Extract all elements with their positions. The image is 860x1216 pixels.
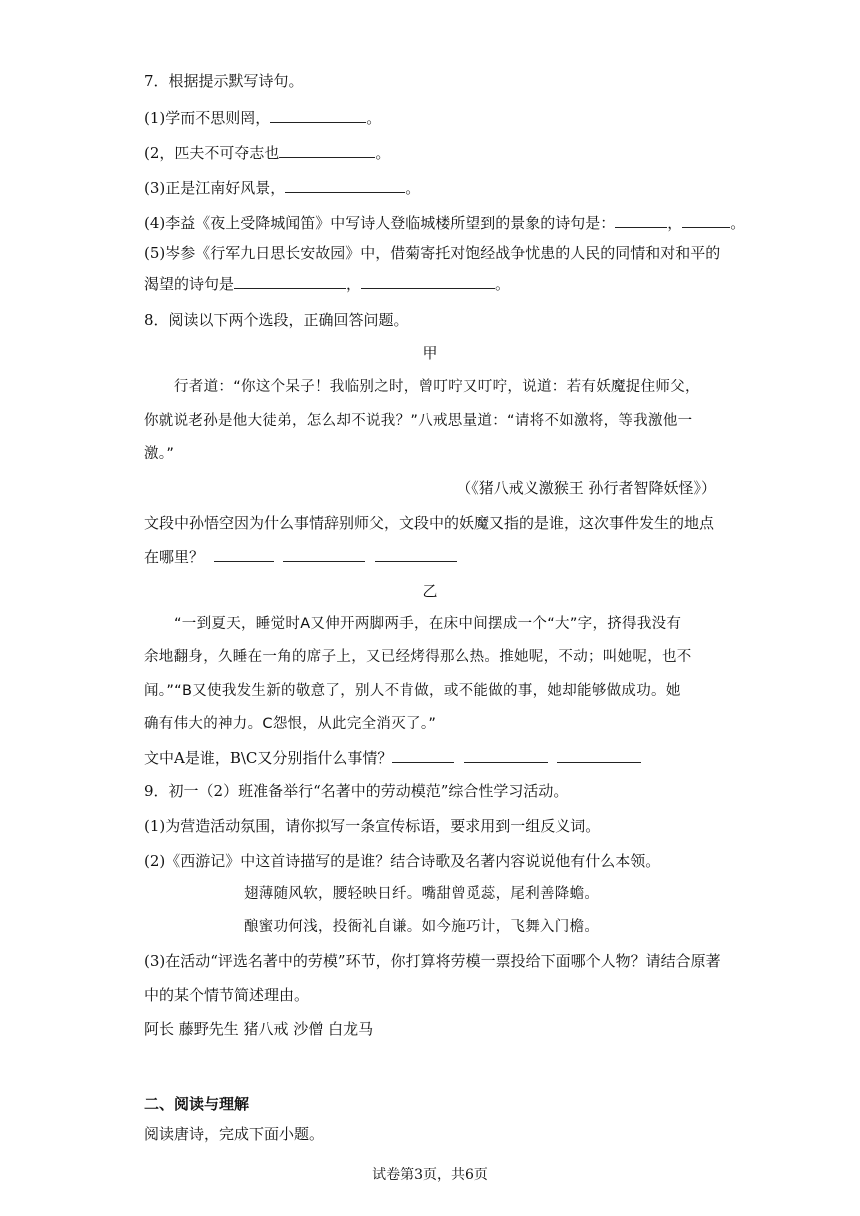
- passage-jia-line: 行者道：“你这个呆子！我临别之时，曾叮咛又叮咛，说道：若有妖魔捉住师父，: [174, 379, 700, 395]
- answer-blank[interactable]: [392, 747, 454, 763]
- answer-blank[interactable]: [214, 546, 274, 562]
- answer-blank[interactable]: [285, 177, 405, 193]
- section-2-intro: 阅读唐诗，完成下面小题。: [144, 1125, 325, 1143]
- passage-jia-label: 甲: [422, 344, 438, 362]
- q7-line-1: (1)学而不思则罔， 。: [144, 109, 382, 127]
- poem-line-2: 酿蜜功何浅，投衙礼自谦。如今施巧计，飞舞入门檐。: [244, 919, 600, 935]
- q7-line-2: (2，匹夫不可夺志也 。: [144, 144, 391, 162]
- q9-sub-3: (3)在活动“评选名著中的劳模”环节，你打算将劳模一票投给下面哪个人物？请结合原著: [144, 952, 721, 970]
- passage-yi-line: 余地翻身，久睡在一角的席子上，又已经烤得那么热。推她呢，不动；叫她呢，也不: [144, 649, 692, 665]
- q7-line-3: (3)正是江南好风景， 。: [144, 179, 421, 197]
- q9-title: 9．初一（2）班准备举行“名著中的劳动模范”综合性学习活动。: [144, 782, 569, 800]
- poem-line-1: 翅薄随风软，腰轻映日纤。嘴甜曾觅蕊，尾利善降蟾。: [244, 886, 600, 902]
- passage-jia-line: 激。”: [144, 446, 175, 462]
- q9-sub-3-cont: 中的某个情节简述理由。: [144, 986, 310, 1004]
- passage-jia-line: 你就说老孙是他大徒弟，怎么却不说我？”八戒思量道：“请将不如激将，等我激他一: [144, 413, 693, 429]
- section-2-heading: 二、阅读与理解: [144, 1095, 250, 1113]
- answer-blank[interactable]: [615, 212, 667, 228]
- answer-blank[interactable]: [234, 273, 346, 289]
- page-footer: 试卷第3页，共6页: [372, 1167, 488, 1183]
- q9-options: 阿长 藤野先生 猪八戒 沙僧 白龙马: [144, 1020, 374, 1038]
- answer-blank[interactable]: [270, 107, 366, 123]
- q8-title: 8．阅读以下两个选段，正确回答问题。: [144, 311, 409, 329]
- passage-yi-line: 确有伟大的神力。C怨恨，从此完全消灭了。”: [144, 716, 437, 732]
- answer-blank[interactable]: [283, 546, 365, 562]
- q8-yi-question: 文中A是谁，B\C又分别指什么事情？: [144, 747, 716, 769]
- q8-jia-question-2: 在哪里？: [144, 546, 716, 568]
- answer-blank[interactable]: [361, 273, 495, 289]
- passage-jia-source: （《猪八戒义激猴王 孙行者智降妖怪》）: [456, 479, 716, 497]
- q8-jia-question: 文段中孙悟空因为什么事情辞别师父，文段中的妖魔又指的是谁，这次事件发生的地点: [144, 514, 715, 532]
- answer-blank[interactable]: [557, 747, 641, 763]
- q7-line-5a: (5)岑参《行军九日思长安故园》中，借菊寄托对饱经战争忧患的人民的同情和对和平的: [144, 244, 721, 262]
- q7-line-5b: 渴望的诗句是 ， 。: [144, 275, 511, 293]
- answer-blank[interactable]: [279, 142, 375, 158]
- q7-line-4: (4)李益《夜上受降城闻笛》中写诗人登临城楼所望到的景象的诗句是： ， 。: [144, 214, 746, 232]
- passage-yi-line: 闻。”“B又使我发生新的敬意了，别人不肯做，或不能做的事，她却能够做成功。她: [144, 683, 681, 699]
- answer-blank[interactable]: [464, 747, 548, 763]
- answer-blank[interactable]: [375, 546, 457, 562]
- q9-sub-1: (1)为营造活动氛围，请你拟写一条宣传标语，要求用到一组反义词。: [144, 817, 601, 835]
- passage-yi-line: “一到夏天，睡觉时A又伸开两脚两手，在床中间摆成一个“大”字，挤得我没有: [174, 616, 682, 632]
- q9-sub-2: (2)《西游记》中这首诗描写的是谁？结合诗歌及名著内容说说他有什么本领。: [144, 852, 661, 870]
- q7-title: 7．根据提示默写诗句。: [144, 72, 304, 90]
- passage-yi-label: 乙: [422, 582, 438, 600]
- answer-blank[interactable]: [682, 212, 730, 228]
